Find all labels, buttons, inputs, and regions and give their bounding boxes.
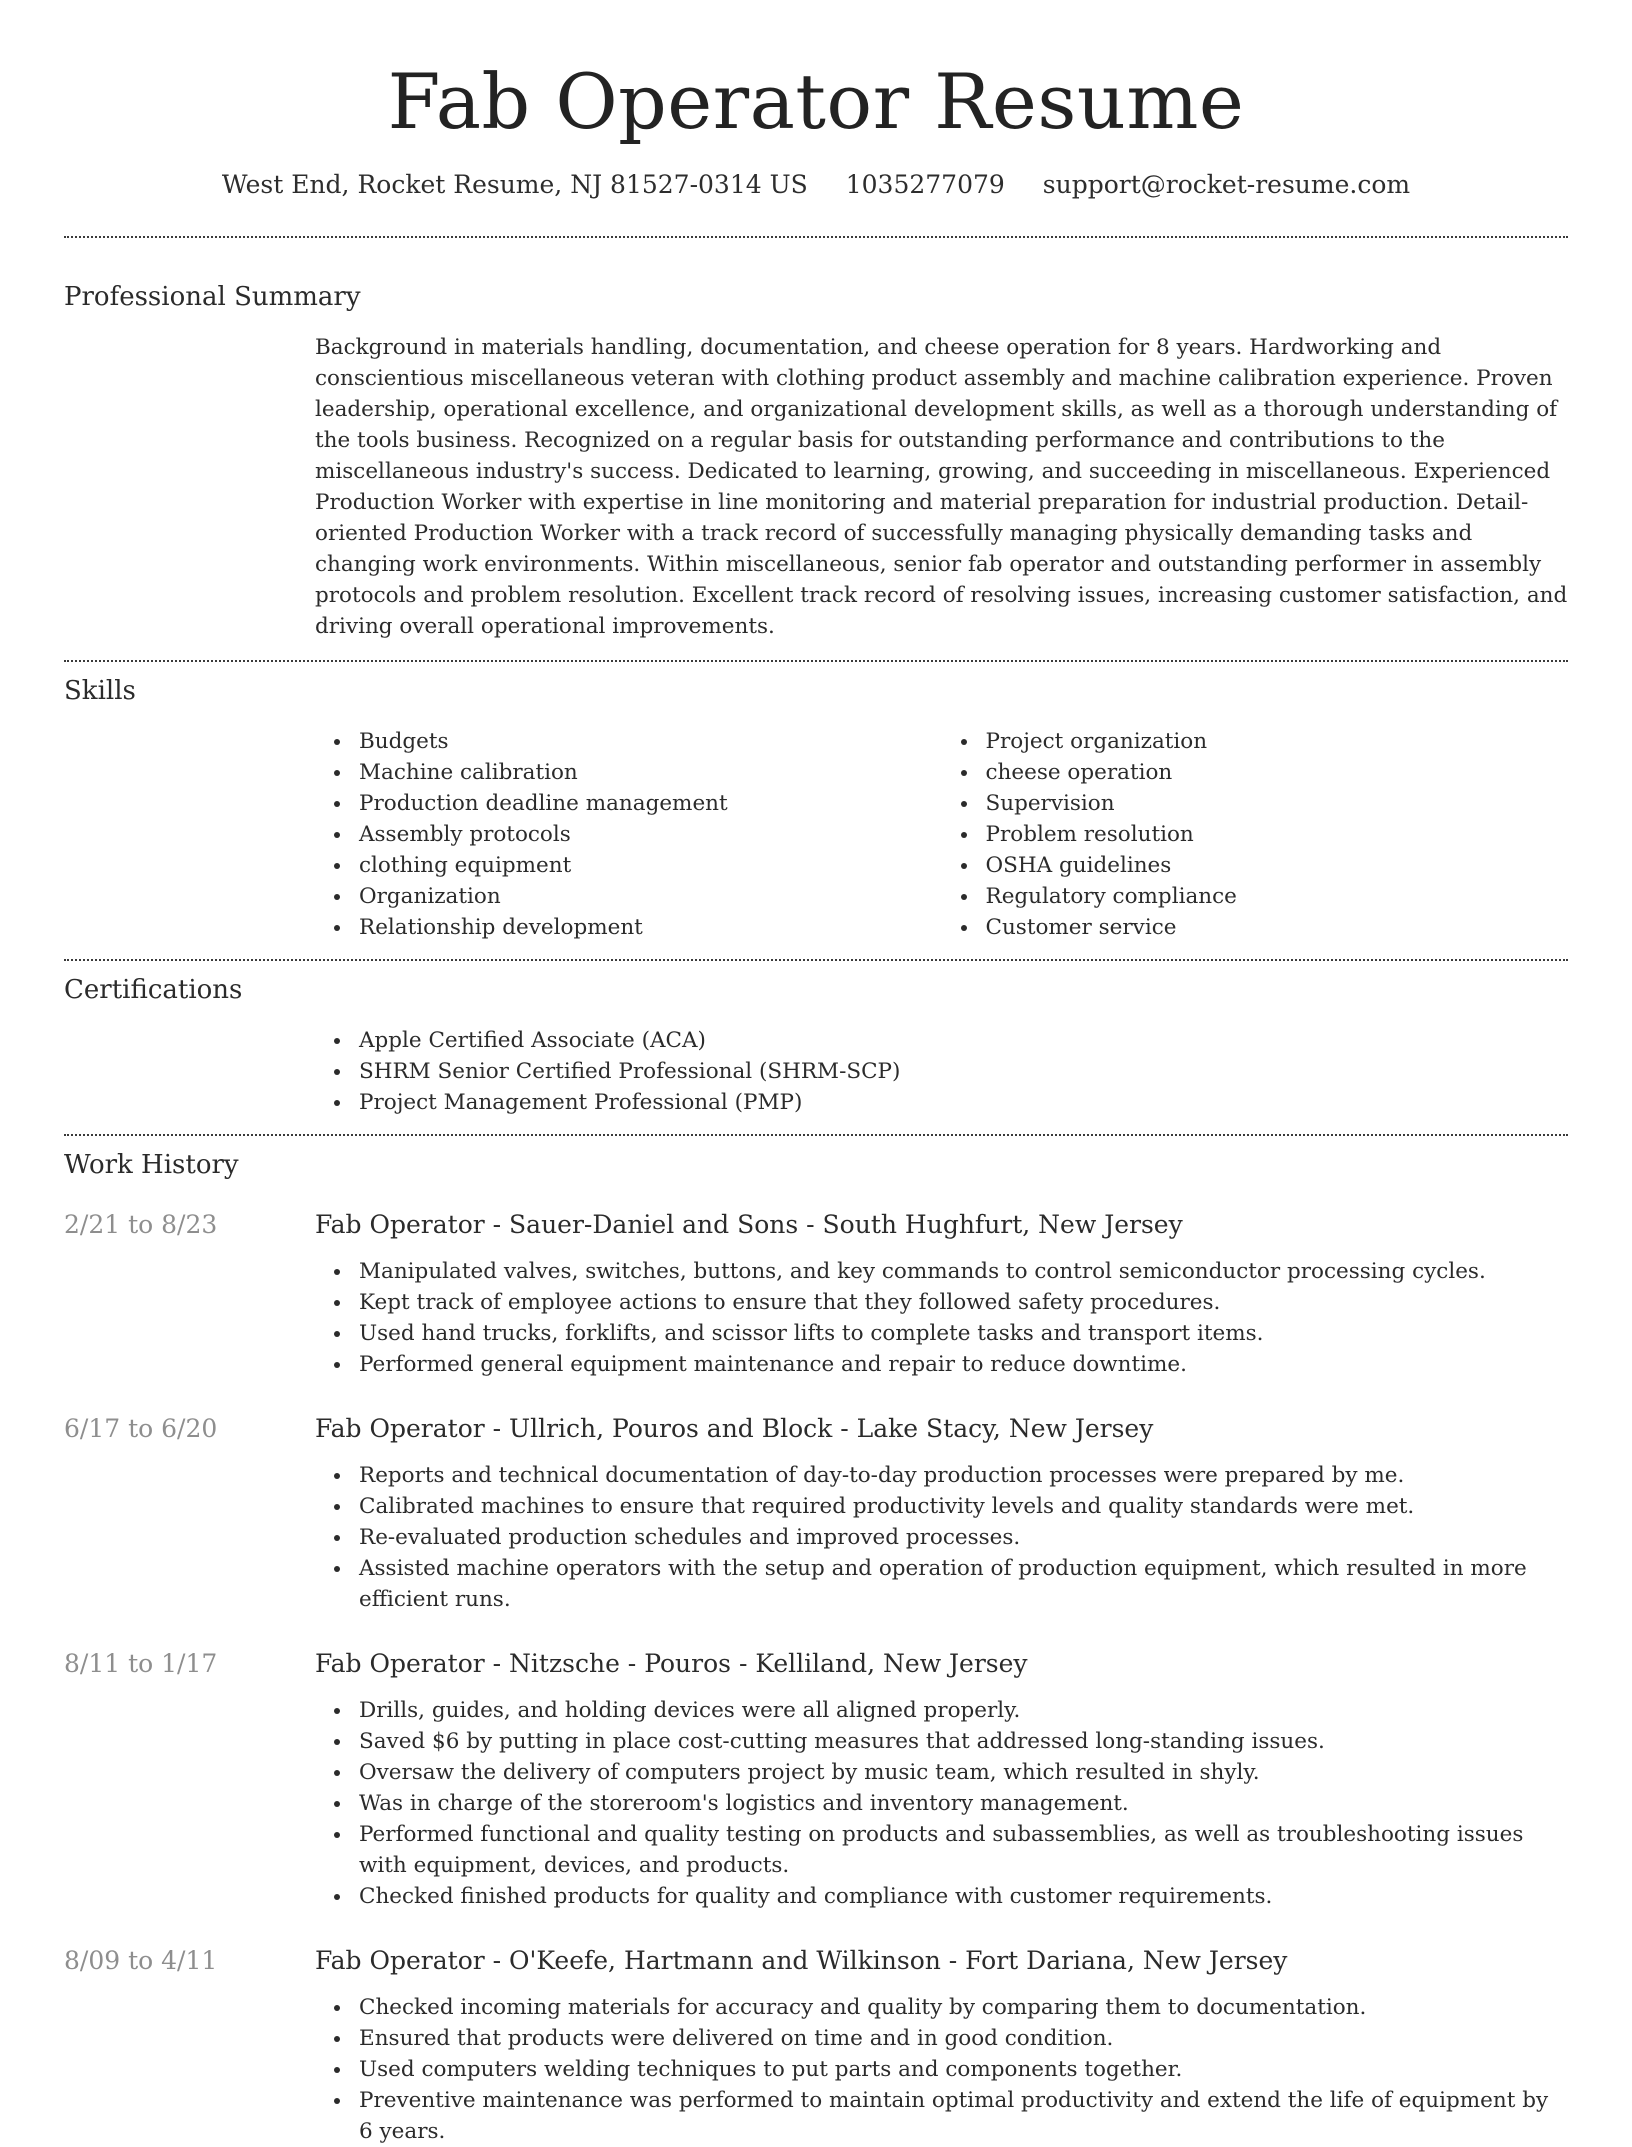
skills-section — [64, 662, 1568, 959]
certifications-section — [64, 961, 1568, 1134]
skill-item: Supervision — [986, 788, 1569, 819]
job-entry — [64, 1412, 1568, 1615]
certifications-body — [315, 1025, 1568, 1134]
job-bullet: Saved $6 by putting in place cost-cutting measures that addressed long-standing issues. — [359, 1726, 1568, 1757]
contact-phone: 1035277079 — [845, 170, 1005, 199]
skill-item: Machine calibration — [359, 757, 942, 788]
job-dates: 2/21 to 8/23 — [64, 1210, 218, 1239]
certification-item: Project Management Professional (PMP) — [359, 1087, 1568, 1118]
job-bullet: Oversaw the delivery of computers project by music team, which resulted in shyly. — [359, 1757, 1568, 1788]
certifications-list — [315, 1025, 1568, 1118]
skill-item: Regulatory compliance — [986, 881, 1569, 912]
contact-info — [64, 168, 1568, 202]
skills-list-right — [942, 726, 1569, 943]
skill-item: Production deadline management — [359, 788, 942, 819]
job-bullet: Checked finished products for quality and compliance with customer requirements. — [359, 1881, 1568, 1912]
work-history-section — [64, 1136, 1568, 2147]
job-details — [315, 1695, 1568, 1912]
job-bullet: Checked incoming materials for accuracy and quality by comparing them to documentation. — [359, 1992, 1568, 2023]
job-bullet: Preventive maintenance was performed to maintain optimal productivity and extend the life of equipment by 6 years. — [359, 2085, 1568, 2147]
job-details — [315, 1256, 1568, 1380]
job-title: Fab Operator - Sauer-Daniel and Sons - South Hughfurt, New Jersey — [315, 1210, 1183, 1239]
job-bullet: Used computers welding techniques to put parts and components together. — [359, 2054, 1568, 2085]
job-bullet: Drills, guides, and holding devices were all aligned properly. — [359, 1695, 1568, 1726]
job-bullet: Performed functional and quality testing on products and subassemblies, as well as troubleshooting issues with equipment, devices, and products. — [359, 1819, 1568, 1881]
skill-item: clothing equipment — [359, 850, 942, 881]
contact-email: support@rocket-resume.com — [1042, 170, 1411, 199]
job-bullet: Used hand trucks, forklifts, and scissor lifts to complete tasks and transport items. — [359, 1318, 1568, 1349]
skill-item: Organization — [359, 881, 942, 912]
job-bullet: Assisted machine operators with the setup and operation of production equipment, which resulted in more efficient runs. — [359, 1553, 1568, 1615]
job-dates: 6/17 to 6/20 — [64, 1414, 218, 1443]
skill-item: Assembly protocols — [359, 819, 942, 850]
skills-columns — [315, 726, 1568, 959]
skill-item: cheese operation — [986, 757, 1569, 788]
job-bullet: Performed general equipment maintenance and repair to reduce downtime. — [359, 1349, 1568, 1380]
section-heading-skills: Skills — [64, 676, 136, 706]
job-title: Fab Operator - Ullrich, Pouros and Block - Lake Stacy, New Jersey — [315, 1414, 1154, 1443]
job-bullet: Reports and technical documentation of day-to-day production processes were prepared by me. — [359, 1460, 1568, 1491]
job-details — [315, 1992, 1568, 2147]
job-bullet: Was in charge of the storeroom's logistics and inventory management. — [359, 1788, 1568, 1819]
job-entry — [64, 1208, 1568, 1380]
job-bullet-list — [315, 1992, 1568, 2147]
certification-item: Apple Certified Associate (ACA) — [359, 1025, 1568, 1056]
contact-address: West End, Rocket Resume, NJ 81527-0314 US — [221, 170, 808, 199]
skill-item: Customer service — [986, 912, 1569, 943]
skill-item: Relationship development — [359, 912, 942, 943]
job-title: Fab Operator - Nitzsche - Pouros - Kelliland, New Jersey — [315, 1649, 1028, 1678]
job-bullet: Manipulated valves, switches, buttons, and key commands to control semiconductor processing cycles. — [359, 1256, 1568, 1287]
job-bullet-list — [315, 1256, 1568, 1380]
skill-item: OSHA guidelines — [986, 850, 1569, 881]
job-bullet: Re-evaluated production schedules and improved processes. — [359, 1522, 1568, 1553]
job-entry — [64, 1647, 1568, 1912]
professional-summary-section — [64, 238, 1568, 660]
resume-page — [64, 0, 1568, 2147]
job-details — [315, 1460, 1568, 1615]
job-bullet-list — [315, 1460, 1568, 1615]
skill-item: Problem resolution — [986, 819, 1569, 850]
job-bullet: Ensured that products were delivered on time and in good condition. — [359, 2023, 1568, 2054]
job-dates: 8/09 to 4/11 — [64, 1946, 218, 1975]
certification-item: SHRM Senior Certified Professional (SHRM-SCP) — [359, 1056, 1568, 1087]
skills-list-left — [315, 726, 942, 943]
summary-text: Background in materials handling, documentation, and cheese operation for 8 years. Hardworking and conscientious miscellaneous veteran with clothing product assembly and machine calibration experience. Proven leadership, operational excellence, and organizational development skills, as well as a thorough understanding of the tools business. Recognized on a regular basis for outstanding performance and contributions to the miscellaneous industry's success. Dedicated to learning, growing, and succeeding in miscellaneous. Experienced Production Worker with expertise in line monitoring and material preparation for industrial production. Detail-oriented Production Worker with a track record of successfully managing physically demanding tasks and changing work environments. Within miscellaneous, senior fab operator and outstanding performer in assembly protocols and problem resolution. Excellent track record of resolving issues, increasing customer satisfaction, and driving overall operational improvements. — [315, 335, 1568, 639]
section-heading-summary: Professional Summary — [64, 282, 361, 312]
skill-item: Budgets — [359, 726, 942, 757]
job-bullet: Kept track of employee actions to ensure that they followed safety procedures. — [359, 1287, 1568, 1318]
section-heading-work-history: Work History — [64, 1150, 239, 1180]
skill-item: Project organization — [986, 726, 1569, 757]
job-dates: 8/11 to 1/17 — [64, 1649, 218, 1678]
job-entry — [64, 1944, 1568, 2147]
section-heading-certifications: Certifications — [64, 975, 243, 1005]
resume-title: Fab Operator Resume — [387, 57, 1245, 146]
job-bullet: Calibrated machines to ensure that required productivity levels and quality standards were met. — [359, 1491, 1568, 1522]
job-bullet-list — [315, 1695, 1568, 1912]
job-title: Fab Operator - O'Keefe, Hartmann and Wilkinson - Fort Dariana, New Jersey — [315, 1946, 1288, 1975]
